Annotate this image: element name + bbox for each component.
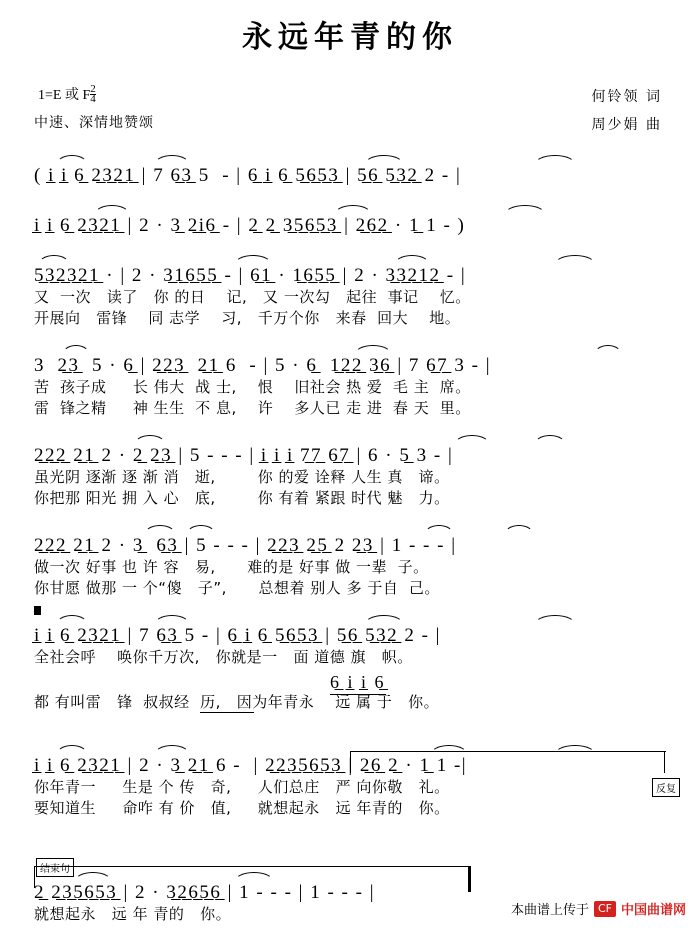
- slur-mark: [144, 525, 176, 535]
- tempo-marking: 中速、深情地赞颂: [34, 115, 154, 131]
- slur-mark: [94, 205, 130, 215]
- notation-row: 3 2̲3̲ 5 · 6̲ | 2̲2̲3̲ 2̲1̲ 6 - | 5 · 6̲ 1̲2̲2̲ 3̲6̲ | 7 6̲7̲ 3 - |: [34, 355, 492, 376]
- slur-mark: [364, 155, 404, 165]
- composer-credit: 周少娟 曲: [591, 117, 662, 133]
- lyrics-row-1: 做一次 好事 也 许 容 易, 难的是 好事 做 一辈 子。: [34, 558, 429, 576]
- slur-row: [34, 255, 670, 265]
- slur-mark: [594, 345, 622, 355]
- slur-mark: [154, 155, 190, 165]
- slur-mark: [56, 745, 88, 755]
- system-chorus-3: [34, 745, 670, 819]
- notation-row: i̲ i̲ 6̲ 2̲3̲2̲1̲ | 2 · 3̲ 2̲i̲6̲ - | 2̲ 2̲ 3̲5̲6̲5̲3̲ | 2̲6̲2̲ · 1̲ 1 - ): [34, 215, 466, 236]
- slur-row: [34, 525, 670, 535]
- slur-mark: [364, 615, 404, 625]
- coda-bracket-top: [34, 866, 470, 867]
- slur-mark: [534, 615, 576, 625]
- lyrics-row-1: 苦 孩子成 长 伟大 战 士, 恨 旧社会 热 爱 毛 主 席。: [34, 378, 471, 396]
- slur-mark: [62, 345, 90, 355]
- slur-mark: [154, 745, 190, 755]
- slur-row: [34, 435, 670, 445]
- lyrics-row-1: 又 一次 读了 你 的日 记, 又 一次勾 起往 事记 忆。: [34, 288, 471, 306]
- segno-mark: [34, 606, 41, 615]
- slur-row: [34, 872, 670, 882]
- repeat-bracket-left: [350, 751, 351, 773]
- slur-mark: [454, 435, 490, 445]
- footer-text: 本曲谱上传于: [510, 903, 589, 918]
- key-text: 1=E 或 F: [38, 88, 91, 103]
- lyrics-row-1: 都 有叫雷 锋 叔叔经 历, 因为年青永 远 属 于 你。: [34, 693, 440, 711]
- lyrics-row-2: 你甘愿 做那 一 个“傻 子”, 总想着 别人 多 于自 己。: [34, 579, 440, 597]
- slur-mark: [74, 872, 112, 882]
- page-title: 永远年青的你: [242, 20, 458, 55]
- slur-mark: [186, 525, 216, 535]
- system-chorus-1: [34, 615, 670, 668]
- slur-mark: [354, 345, 392, 355]
- slur-mark: [504, 205, 546, 215]
- slur-mark: [394, 255, 430, 265]
- slur-mark: [134, 435, 166, 445]
- slur-row: [34, 155, 670, 165]
- slur-mark: [534, 155, 576, 165]
- slur-row: [34, 745, 670, 755]
- notation-row: i̲ i̲ 6̲ 2̲3̲2̲1̲ | 2 · 3̲ 2̲1̲ 6 - | 2̲2̲3̲5̲6̲5̲3̲ | 2̲6̲ 2̲ · 1̲ 1 -|: [34, 755, 468, 776]
- slur-mark: [534, 435, 566, 445]
- lyrics-row-1: 就想起永 远 年 青的 你。: [34, 905, 232, 923]
- lyrics-row-1: 你年青一 生是 个 传 奇, 人们总庄 严 向你敬 礼。: [34, 778, 450, 796]
- slur-mark: [56, 155, 88, 165]
- slur-mark: [154, 615, 190, 625]
- time-signature: $\frac{2}{4}$: [90, 83, 96, 106]
- slur-mark: [234, 872, 274, 882]
- notation-row: ( i̲ i̲ 6̲ 2̲3̲2̲1̲ | 7 6̲3̲ 5 - | 6̲ i̲ 6̲ 5̲6̲5̲3̲ | 5̲6̲ 5̲3̲2̲ 2 - |: [34, 165, 462, 186]
- lyrics-row-2: 要知道生 命咋 有 价 值, 就想起永 远 年青的 你。: [34, 799, 450, 817]
- slur-mark: [234, 255, 272, 265]
- lyricist-credit: 何铃领 词: [591, 89, 662, 105]
- notation-row: 5̲3̲2̲3̲2̲1̲ · | 2 · 3̲1̲6̲5̲5̲ - | 6̲1̲ · 1̲6̲5̲5̲ | 2 · 3̲3̲2̲1̲2̲ - |: [34, 265, 467, 286]
- lyrics-row-2: 开展向 雷锋 同 志学 习, 千万个你 来春 回大 地。: [34, 309, 461, 327]
- system-intro-2: [34, 205, 670, 237]
- slur-mark: [554, 745, 596, 755]
- slur-mark: [430, 745, 468, 755]
- notation-row-floating: 6̲ i̲ i̲ 6̲: [330, 672, 386, 695]
- repeat-bracket-right: [664, 751, 665, 773]
- site-footer: [511, 899, 686, 918]
- system-verse-4: [34, 525, 670, 599]
- slur-row: [34, 205, 670, 215]
- notation-row: 2̲2̲2̲ 2̲1̲ 2 · 3̲ 6̲3̲ | 5 - - - | 2̲2̲3̲ 2̲5̲ 2 2̲3̲ | 1 - - - |: [34, 535, 457, 556]
- lyrics-row-2: 雷 锋之精 神 生生 不 息, 许 多人已 走 进 春 天 里。: [34, 399, 471, 417]
- slur-mark: [554, 255, 596, 265]
- final-barline: [468, 866, 471, 892]
- repeat-label: 反复: [652, 778, 680, 797]
- slur-mark: [504, 525, 534, 535]
- site-logo-icon: CF: [594, 901, 616, 917]
- slur-mark: [334, 205, 372, 215]
- system-verse-3: [34, 435, 670, 509]
- system-chorus-2: [34, 692, 670, 713]
- key-signature: [38, 84, 96, 105]
- slur-mark: [424, 525, 454, 535]
- lyrics-row-1: 全社会呼 唤你千万次, 你就是一 面 道德 旗 帜。: [34, 648, 413, 666]
- slur-mark: [56, 615, 88, 625]
- repeat-bracket-top: [350, 751, 666, 752]
- system-verse-2: [34, 345, 670, 419]
- notation-row: 2̲ 2̲3̲5̲6̲5̲3̲ | 2 · 3̲2̲6̲5̲6̲ | 1 - - - | 1 - - - |: [34, 882, 376, 903]
- notation-row: i̲ i̲ 6̲ 2̲3̲2̲1̲ | 7 6̲3̲ 5 - | 6̲ i̲ 6̲ 5̲6̲5̲3̲ | 5̲6̲ 5̲3̲2̲ 2 - |: [34, 625, 441, 646]
- slur-row: [34, 345, 670, 355]
- coda-bracket-left: [34, 866, 35, 888]
- notation-row: 2̲2̲2̲ 2̲1̲ 2 · 2̲ 2̲3̲ | 5 - - - | i̲ i̲ i̲ 7̲7̲ 6̲7̲ | 6 · 5̲ 3 - |: [34, 445, 454, 466]
- system-intro-1: [34, 155, 670, 187]
- lyric-underline: [200, 712, 254, 713]
- slur-row: [34, 615, 670, 625]
- system-verse-1: [34, 255, 670, 329]
- site-name[interactable]: 中国曲谱网: [620, 903, 686, 918]
- lyrics-row-1: 虽光阴 逐渐 逐 渐 消 逝, 你 的爱 诠释 人生 真 谛。: [34, 468, 450, 486]
- lyrics-row-2: 你把那 阳光 拥 入 心 底, 你 有着 紧跟 时代 魅 力。: [34, 489, 450, 507]
- slur-mark: [38, 255, 70, 265]
- coda-label: 结束句: [36, 858, 74, 877]
